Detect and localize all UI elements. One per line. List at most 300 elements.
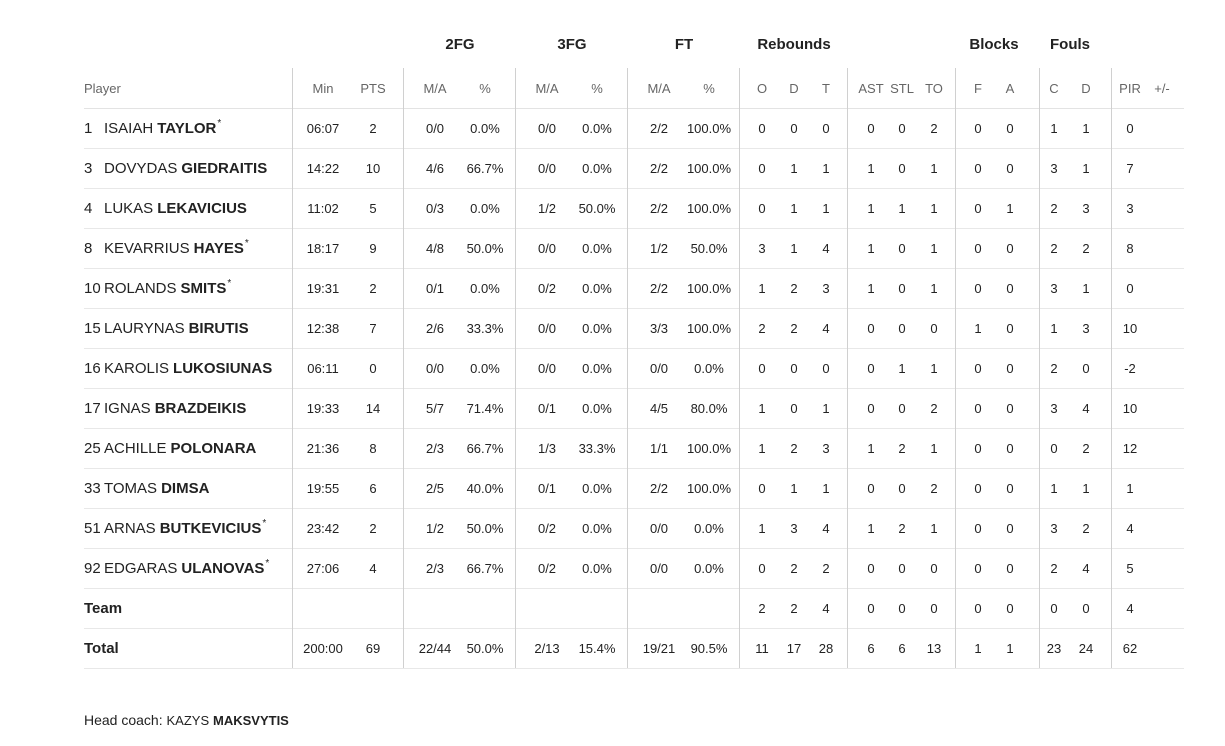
player-last-name: HAYES <box>193 240 244 257</box>
column-divider <box>739 68 740 668</box>
stat-cell: 0 <box>974 121 982 136</box>
stat-cell: 4/8 <box>425 241 445 256</box>
group-header-rebounds: Rebounds <box>757 36 831 53</box>
stat-cell: 2 <box>1082 241 1090 256</box>
stat-cell: 2/13 <box>534 641 560 656</box>
player-number: 51 <box>84 520 101 537</box>
stat-cell: 1 <box>822 161 830 176</box>
stat-cell: 0 <box>822 121 830 136</box>
stat-cell: 0 <box>758 481 766 496</box>
stat-cell: 1/3 <box>537 441 557 456</box>
stat-cell: 0.0% <box>582 361 612 376</box>
stat-cell: 1 <box>867 521 875 536</box>
column-header[interactable]: AST <box>858 80 884 96</box>
column-header[interactable]: +/- <box>1154 80 1170 96</box>
stat-cell: 0 <box>930 561 938 576</box>
stat-cell: 0 <box>930 601 938 616</box>
stat-cell: 1/2 <box>649 241 669 256</box>
stat-cell: 2/2 <box>649 121 669 136</box>
stat-cell: 1 <box>930 521 938 536</box>
stat-cell: 7 <box>369 321 377 336</box>
column-header[interactable]: PIR <box>1119 80 1141 96</box>
stat-cell: 1 <box>1126 481 1134 496</box>
column-header[interactable]: O <box>756 80 768 96</box>
player-name[interactable] <box>84 549 269 588</box>
stat-cell: 3 <box>822 281 830 296</box>
stat-cell: 0 <box>898 281 906 296</box>
stat-cell: 1 <box>898 361 906 376</box>
stat-cell: 1 <box>930 361 938 376</box>
stat-cell: 33.3% <box>578 441 616 456</box>
stat-cell: 4 <box>822 321 830 336</box>
player-number: 8 <box>84 240 93 257</box>
stat-cell: 3/3 <box>649 321 669 336</box>
stat-cell: 4 <box>822 521 830 536</box>
stat-cell: 0.0% <box>470 201 500 216</box>
column-divider <box>847 68 848 668</box>
team-row <box>84 589 1184 629</box>
stat-cell: 50.0% <box>578 201 616 216</box>
stat-cell: 1 <box>1082 481 1090 496</box>
stat-cell: 0 <box>1006 361 1014 376</box>
player-name[interactable] <box>84 229 249 268</box>
head-coach-last-name: MAKSVYTIS <box>213 713 289 728</box>
column-header-row <box>84 68 1184 109</box>
stat-cell: 22/44 <box>418 641 452 656</box>
player-name[interactable] <box>84 269 231 308</box>
stat-cell: 12 <box>1122 441 1138 456</box>
column-header[interactable]: F <box>974 80 982 96</box>
stat-cell: 5 <box>369 201 377 216</box>
player-name[interactable] <box>84 109 221 148</box>
stat-cell: 71.4% <box>466 401 504 416</box>
stat-cell: 0 <box>867 361 875 376</box>
stat-cell: 0 <box>930 321 938 336</box>
stat-cell: 2/2 <box>649 161 669 176</box>
stat-cell: 3 <box>822 441 830 456</box>
stat-cell: 50.0% <box>690 241 728 256</box>
stat-cell: 0 <box>1050 601 1058 616</box>
player-first-name: ROLANDS <box>104 280 177 297</box>
stat-cell: -2 <box>1124 361 1136 376</box>
player-last-name: BUTKEVICIUS <box>159 520 262 537</box>
stat-cell: 1 <box>930 281 938 296</box>
player-name[interactable] <box>84 189 248 228</box>
player-number: 16 <box>84 360 101 377</box>
stat-cell: 0/1 <box>537 401 557 416</box>
stat-cell: 17 <box>786 641 802 656</box>
player-first-name: ISAIAH <box>104 120 154 137</box>
stat-cell: 2 <box>1050 561 1058 576</box>
stat-cell: 2 <box>790 601 798 616</box>
stat-cell: 1 <box>867 281 875 296</box>
column-divider <box>292 68 293 668</box>
stat-cell: 0 <box>1006 561 1014 576</box>
stat-cell: 0 <box>974 401 982 416</box>
group-header-3fg: 3FG <box>557 36 587 53</box>
stat-cell: 3 <box>1050 161 1058 176</box>
stat-cell: 2 <box>369 121 377 136</box>
player-name[interactable] <box>84 509 266 548</box>
stat-cell: 3 <box>790 521 798 536</box>
player-last-name: DIMSA <box>161 480 210 497</box>
stat-cell: 0/0 <box>425 361 445 376</box>
stat-cell: 12:38 <box>306 321 340 336</box>
stat-cell: 8 <box>1126 241 1134 256</box>
stat-cell: 19:31 <box>306 281 340 296</box>
stat-cell: 3 <box>1082 201 1090 216</box>
player-number: 4 <box>84 200 93 217</box>
stat-cell: 0 <box>974 601 982 616</box>
stat-cell: 1 <box>1082 281 1090 296</box>
table-row <box>84 149 1184 189</box>
table-row <box>84 229 1184 269</box>
stat-cell: 0 <box>974 521 982 536</box>
stat-cell: 4/6 <box>425 161 445 176</box>
stat-cell: 100.0% <box>686 201 732 216</box>
stat-cell: 0.0% <box>582 521 612 536</box>
stat-cell: 0 <box>1006 521 1014 536</box>
stat-cell: 1 <box>758 281 766 296</box>
stat-cell: 0/0 <box>537 321 557 336</box>
column-header[interactable]: D <box>1081 80 1091 96</box>
stat-cell: 4 <box>822 241 830 256</box>
player-first-name: DOVYDAS <box>104 160 178 177</box>
stat-cell: 0 <box>1006 241 1014 256</box>
player-rows <box>84 109 1184 669</box>
head-coach-label: Head coach: <box>84 712 163 728</box>
stat-cell: 2 <box>1050 201 1058 216</box>
player-last-name: BIRUTIS <box>188 320 249 337</box>
stat-cell: 1 <box>758 401 766 416</box>
stat-cell: 2/2 <box>649 281 669 296</box>
stat-cell: 1 <box>867 241 875 256</box>
stat-cell: 100.0% <box>686 321 732 336</box>
stat-cell: 4 <box>822 601 830 616</box>
stat-cell: 2 <box>1050 361 1058 376</box>
stat-cell: 66.7% <box>466 161 504 176</box>
player-first-name: TOMAS <box>104 480 158 497</box>
stat-cell: 15.4% <box>578 641 616 656</box>
column-header[interactable]: % <box>591 80 603 96</box>
stat-cell: 62 <box>1122 641 1138 656</box>
stat-cell: 21:36 <box>306 441 340 456</box>
stat-cell: 2 <box>898 441 906 456</box>
stat-cell: 0.0% <box>582 121 612 136</box>
stat-cell: 33.3% <box>466 321 504 336</box>
stat-cell: 0 <box>758 561 766 576</box>
column-header[interactable]: C <box>1049 80 1059 96</box>
stat-cell: 0 <box>1126 121 1134 136</box>
stat-cell: 19/21 <box>642 641 676 656</box>
stat-cell: 90.5% <box>690 641 728 656</box>
stat-cell: 9 <box>369 241 377 256</box>
column-header[interactable]: PTS <box>360 80 386 96</box>
column-header[interactable]: % <box>479 80 491 96</box>
stat-cell: 0 <box>867 481 875 496</box>
stat-cell: 0 <box>974 361 982 376</box>
column-header[interactable]: M/A <box>535 80 559 96</box>
column-header[interactable]: T <box>822 80 830 96</box>
table-row <box>84 349 1184 389</box>
stat-cell: 1 <box>930 201 938 216</box>
stat-cell: 06:11 <box>307 361 339 376</box>
player-column-header: Player <box>84 80 121 96</box>
total-row <box>84 629 1184 669</box>
stat-cell: 8 <box>369 441 377 456</box>
stat-cell: 0/0 <box>537 361 557 376</box>
stat-cell: 1 <box>974 641 982 656</box>
box-score-table <box>84 28 1184 669</box>
stat-cell: 0 <box>898 121 906 136</box>
stat-cell: 0/2 <box>537 561 557 576</box>
stat-cell: 2 <box>790 321 798 336</box>
stat-cell: 2 <box>930 401 938 416</box>
stat-cell: 0 <box>758 121 766 136</box>
player-first-name: KEVARRIUS <box>104 240 190 257</box>
stat-cell: 1/1 <box>649 441 669 456</box>
player-first-name: ARNAS <box>104 520 156 537</box>
stat-cell: 0 <box>974 561 982 576</box>
stat-cell: 0.0% <box>470 281 500 296</box>
column-divider <box>403 68 404 668</box>
stat-cell: 2 <box>758 321 766 336</box>
stat-cell: 2 <box>1050 241 1058 256</box>
stat-cell: 19:33 <box>306 401 340 416</box>
starter-marker: * <box>227 278 232 289</box>
player-first-name: ACHILLE <box>104 440 167 457</box>
stat-cell: 3 <box>758 241 766 256</box>
stat-cell: 0/1 <box>425 281 445 296</box>
starter-marker: * <box>217 118 222 129</box>
stat-cell: 2 <box>1082 441 1090 456</box>
stat-cell: 2 <box>790 281 798 296</box>
player-number: 1 <box>84 120 93 137</box>
column-group-header <box>84 28 1184 68</box>
stat-cell: 0.0% <box>582 401 612 416</box>
stat-cell: 1 <box>1050 321 1058 336</box>
stat-cell: 80.0% <box>690 401 728 416</box>
stat-cell: 14:22 <box>306 161 340 176</box>
stat-cell: 3 <box>1050 401 1058 416</box>
stat-cell: 0 <box>898 161 906 176</box>
player-last-name: ULANOVAS <box>181 560 265 577</box>
stat-cell: 200:00 <box>303 641 343 656</box>
stat-cell: 50.0% <box>466 521 504 536</box>
stat-cell: 40.0% <box>466 481 504 496</box>
stat-cell: 1 <box>822 481 830 496</box>
stat-cell: 1 <box>867 201 875 216</box>
stat-cell: 1 <box>930 441 938 456</box>
player-number: 3 <box>84 160 93 177</box>
table-row <box>84 549 1184 589</box>
stat-cell: 1 <box>1082 161 1090 176</box>
stat-cell: 0/0 <box>537 121 557 136</box>
column-divider <box>955 68 956 668</box>
stat-cell: 3 <box>1082 321 1090 336</box>
stat-cell: 1 <box>1050 121 1058 136</box>
stat-cell: 2/6 <box>425 321 445 336</box>
column-header[interactable]: M/A <box>423 80 447 96</box>
stat-cell: 23:42 <box>306 521 340 536</box>
stat-cell: 66.7% <box>466 441 504 456</box>
stat-cell: 100.0% <box>686 281 732 296</box>
stat-cell: 0 <box>1126 281 1134 296</box>
player-name[interactable] <box>84 469 210 508</box>
stat-cell: 1 <box>974 321 982 336</box>
stat-cell: 0 <box>867 601 875 616</box>
stat-cell: 3 <box>1050 281 1058 296</box>
stat-cell: 4 <box>369 561 377 576</box>
stat-cell: 7 <box>1126 161 1134 176</box>
stat-cell: 0.0% <box>582 241 612 256</box>
player-number: 15 <box>84 320 101 337</box>
stat-cell: 2/2 <box>649 201 669 216</box>
stat-cell: 19:55 <box>306 481 340 496</box>
player-number: 92 <box>84 560 101 577</box>
table-row <box>84 269 1184 309</box>
player-first-name: LUKAS <box>104 200 154 217</box>
stat-cell: 1 <box>822 201 830 216</box>
stat-cell: 2 <box>1082 521 1090 536</box>
stat-cell: 2 <box>790 441 798 456</box>
stat-cell: 0/1 <box>537 481 557 496</box>
stat-cell: 0/0 <box>537 241 557 256</box>
stat-cell: 1 <box>790 201 798 216</box>
stat-cell: 13 <box>926 641 942 656</box>
head-coach <box>84 712 289 728</box>
player-first-name: KAROLIS <box>104 360 170 377</box>
stat-cell: 0 <box>1006 321 1014 336</box>
stat-cell: 1 <box>930 241 938 256</box>
stat-cell: 11:02 <box>307 201 339 216</box>
player-name[interactable] <box>84 309 250 348</box>
player-last-name: POLONARA <box>170 440 257 457</box>
stat-cell: 0 <box>1050 441 1058 456</box>
stat-cell: 0 <box>1006 481 1014 496</box>
stat-cell: 0 <box>1006 441 1014 456</box>
stat-cell: 100.0% <box>686 121 732 136</box>
column-header[interactable]: M/A <box>647 80 671 96</box>
stat-cell: 2 <box>758 601 766 616</box>
player-first-name: IGNAS <box>104 400 151 417</box>
column-header[interactable]: Min <box>312 80 334 96</box>
stat-cell: 24 <box>1078 641 1094 656</box>
stat-cell: 100.0% <box>686 481 732 496</box>
stat-cell: 0.0% <box>582 481 612 496</box>
column-divider <box>1039 68 1040 668</box>
stat-cell: 2 <box>930 121 938 136</box>
stat-cell: 0/0 <box>649 521 669 536</box>
stat-cell: 0 <box>867 401 875 416</box>
stat-cell: 1 <box>867 161 875 176</box>
stat-cell: 0 <box>974 441 982 456</box>
column-header[interactable]: A <box>1005 80 1015 96</box>
stat-cell: 2/5 <box>425 481 445 496</box>
stat-cell: 1/2 <box>537 201 557 216</box>
column-divider <box>1111 68 1112 668</box>
stat-cell: 0.0% <box>470 121 500 136</box>
column-header[interactable]: TO <box>925 80 943 96</box>
column-header[interactable]: STL <box>890 80 914 96</box>
table-row <box>84 509 1184 549</box>
stat-cell: 0 <box>369 361 377 376</box>
player-name[interactable] <box>84 429 257 468</box>
stat-cell: 6 <box>369 481 377 496</box>
column-header[interactable]: % <box>703 80 715 96</box>
player-number: 25 <box>84 440 101 457</box>
stat-cell: 0 <box>790 401 798 416</box>
column-header[interactable]: D <box>789 80 799 96</box>
stat-cell: 0 <box>867 121 875 136</box>
stat-cell: 0 <box>898 561 906 576</box>
player-name[interactable] <box>84 389 247 428</box>
table-row <box>84 189 1184 229</box>
stat-cell: 1 <box>1006 641 1014 656</box>
stat-cell: 69 <box>365 641 381 656</box>
stat-cell: 50.0% <box>466 241 504 256</box>
table-row <box>84 389 1184 429</box>
stat-cell: 100.0% <box>686 441 732 456</box>
stat-cell: 6 <box>898 641 906 656</box>
stat-cell: 0 <box>1006 601 1014 616</box>
stat-cell: 14 <box>365 401 381 416</box>
stat-cell: 27:06 <box>306 561 340 576</box>
stat-cell: 0.0% <box>694 361 724 376</box>
stat-cell: 0 <box>790 121 798 136</box>
stat-cell: 0 <box>758 201 766 216</box>
stat-cell: 0.0% <box>470 361 500 376</box>
player-last-name: GIEDRAITIS <box>181 160 268 177</box>
stat-cell: 6 <box>867 641 875 656</box>
stat-cell: 0 <box>1006 121 1014 136</box>
stat-cell: 2 <box>369 281 377 296</box>
stat-cell: 5/7 <box>425 401 445 416</box>
stat-cell: 1 <box>758 521 766 536</box>
stat-cell: 1 <box>898 201 906 216</box>
stat-cell: 28 <box>818 641 834 656</box>
player-last-name: SMITS <box>180 280 227 297</box>
stat-cell: 2 <box>369 521 377 536</box>
stat-cell: 06:07 <box>306 121 340 136</box>
stat-cell: 0/3 <box>425 201 445 216</box>
table-row <box>84 429 1184 469</box>
stat-cell: 0.0% <box>582 321 612 336</box>
stat-cell: 2/3 <box>425 441 445 456</box>
stat-cell: 50.0% <box>466 641 504 656</box>
group-header-ft: FT <box>674 36 694 53</box>
player-first-name: LAURYNAS <box>104 320 185 337</box>
stat-cell: 2 <box>822 561 830 576</box>
starter-marker: * <box>265 558 270 569</box>
stat-cell: 1/2 <box>425 521 445 536</box>
team-label: Team <box>84 600 123 617</box>
stat-cell: 23 <box>1046 641 1062 656</box>
player-name[interactable] <box>84 149 268 188</box>
stat-cell: 0 <box>974 161 982 176</box>
stat-cell: 0 <box>974 281 982 296</box>
stat-cell: 0 <box>898 601 906 616</box>
stat-cell: 10 <box>1122 321 1138 336</box>
stat-cell: 10 <box>1122 401 1138 416</box>
stat-cell: 0 <box>867 321 875 336</box>
stat-cell: 1 <box>1006 201 1014 216</box>
player-name[interactable] <box>84 349 273 388</box>
player-last-name: TAYLOR <box>157 120 217 137</box>
stat-cell: 1 <box>1050 481 1058 496</box>
stat-cell: 0.0% <box>694 561 724 576</box>
stat-cell: 1 <box>822 401 830 416</box>
